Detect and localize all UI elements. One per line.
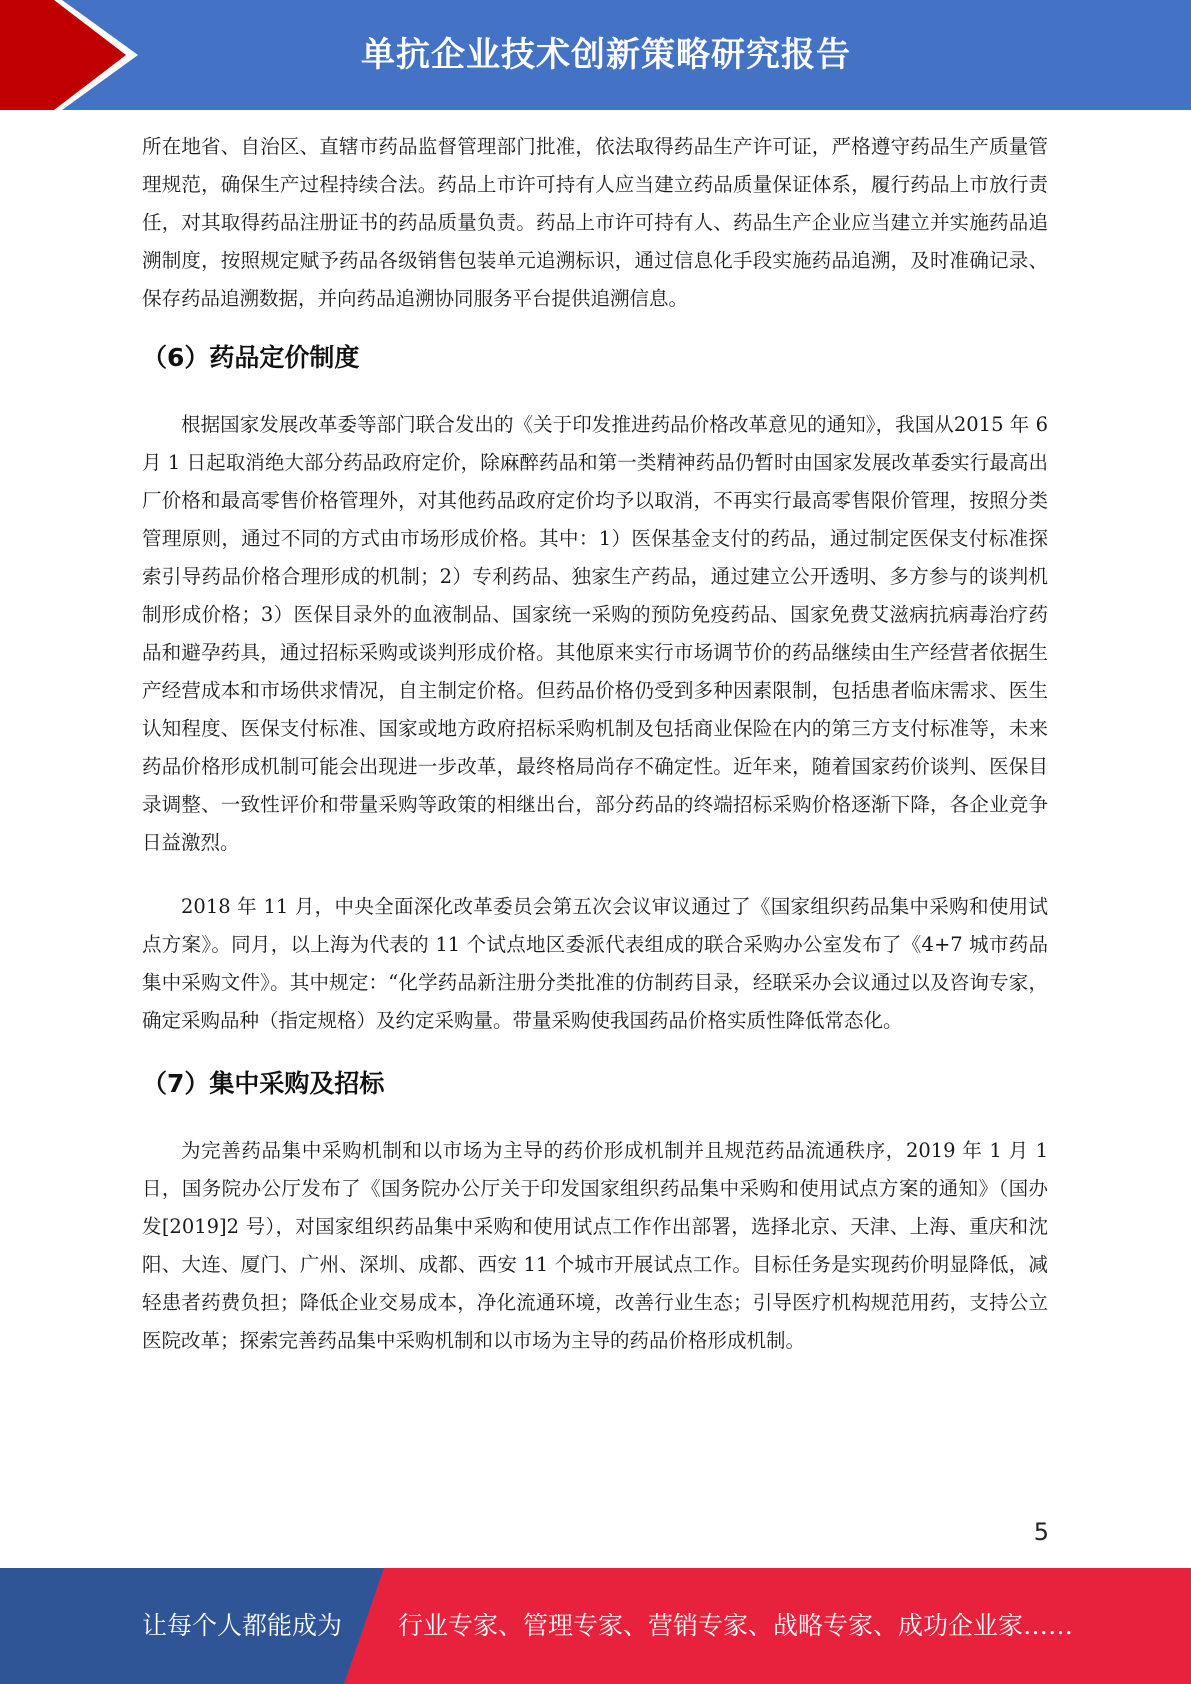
main-content (142, 128, 1048, 1386)
header-arrow-decoration (0, 0, 160, 110)
footer-slogan-left: 让每个人都能成为 (142, 1611, 343, 1640)
section-heading-procurement: （7）集中采购及招标 (142, 1069, 385, 1098)
header-banner (0, 0, 1191, 110)
footer-slogan-right: 行业专家、管理专家、营销专家、战略专家、成功企业家…… (398, 1611, 1074, 1640)
body-paragraph: 为完善药品集中采购机制和以市场为主导的药价形成机制并且规范药品流通秩序，2019 年 1 月 1 日，国务院办公厅发布了《国务院办公厅关于印发国家组织药品集中采购和使用试点方案的通知》（国办发[2019]2 号），对国家组织药品集中采购和使用试点工作作出部署，选择北京、天津、上海、重庆和沈阳、大连、厦门、广州、深圳、成都、西安 11 个城市开展试点工作。目标任务是实现药价明显降低，减轻患者药费负担；降低企业交易成本，净化流通环境，改善行业生态；引导医疗机构规范用药，支持公立医院改革；探索完善药品集中采购机制和以市场为主导的药品价格形成机制。 (142, 1139, 1048, 1352)
body-paragraph: 所在地省、自治区、直辖市药品监督管理部门批准，依法取得药品生产许可证，严格遵守药品生产质量管理规范，确保生产过程持续合法。药品上市许可持有人应当建立药品质量保证体系，履行药品上市放行责任，对其取得药品注册证书的药品质量负责。药品上市许可持有人、药品生产企业应当建立并实施药品追溯制度，按照规定赋予药品各级销售包装单元追溯标识，通过信息化手段实施药品追溯，及时准确记录、保存药品追溯数据，并向药品追溯协同服务平台提供追溯信息。 (142, 135, 1048, 310)
report-title: 单抗企业技术创新策略研究报告 (361, 35, 851, 75)
footer-banner (0, 1568, 1191, 1684)
section-heading-pricing: （6）药品定价制度 (142, 343, 360, 372)
page-number: 5 (1033, 1518, 1049, 1546)
body-paragraph: 2018 年 11 月，中央全面深化改革委员会第五次会议审议通过了《国家组织药品集中采购和使用试点方案》。同月，以上海为代表的 11 个试点地区委派代表组成的联合采购办公室发布了《4+7 城市药品集中采购文件》。其中规定：“化学药品新注册分类批准的仿制药目录，经联采办会议通过以及咨询专家，确定采购品种（指定规格）及约定采购量。带量采购使我国药品价格实质性降低常态化。 (142, 895, 1048, 1032)
body-paragraph: 根据国家发展改革委等部门联合发出的《关于印发推进药品价格改革意见的通知》，我国从2015 年 6 月 1 日起取消绝大部分药品政府定价，除麻醉药品和第一类精神药品仍暂时由国家发展改革委实行最高出厂价格和最高零售价格管理外，对其他药品政府定价均予以取消，不再实行最高零售限价管理，按照分类管理原则，通过不同的方式由市场形成价格。其中：1）医保基金支付的药品，通过制定医保支付标准探索引导药品价格合理形成的机制；2）专利药品、独家生产药品，通过建立公开透明、多方参与的谈判机制形成价格；3）医保目录外的血液制品、国家统一采购的预防免疫药品、国家免费艾滋病抗病毒治疗药品和避孕药具，通过招标采购或谈判形成价格。其他原来实行市场调节价的药品继续由生产经营者依据生产经营成本和市场供求情况，自主制定价格。但药品价格仍受到多种因素限制，包括患者临床需求、医生认知程度、医保支付标准、国家或地方政府招标采购机制及包括商业保险在内的第三方支付标准等，未来药品价格形成机制可能会出现进一步改革，最终格局尚存不确定性。近年来，随着国家药价谈判、医保目录调整、一致性评价和带量采购等政策的相继出台，部分药品的终端招标采购价格逐渐下降，各企业竞争日益激烈。 (142, 413, 1048, 854)
